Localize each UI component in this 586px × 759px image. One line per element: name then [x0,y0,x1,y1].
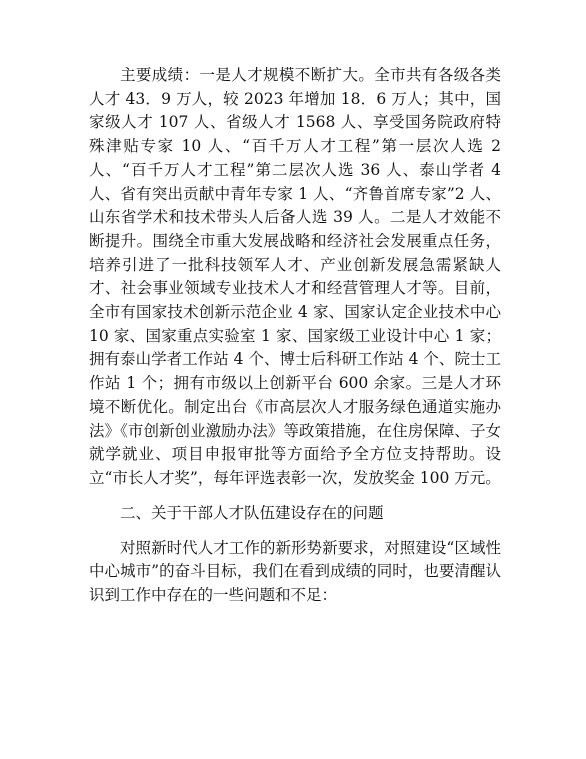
paragraph-problems-intro: 对照新时代人才工作的新形势新要求，对照建设“区域性中心城市”的奋斗目标，我们在看到成绩的同时，也要清醒认识到工作中存在的一些问题和不足： [89,538,501,605]
document-body [89,64,501,608]
section-heading-problems: 二、关于干部人才队伍建设存在的问题 [120,503,384,522]
paragraph-achievements: 主要成绩：一是人才规模不断扩大。全市共有各级各类人才 43．9 万人，较 2023 年增加 18．6 万人；其中，国家级人才 107 人、省级人才 1568 人、享受国务院政府特殊津贴专家 10 人、“百千万人才工程”第一层次人选 2 人、“百千万人才工程”第二层次人选 36 人、泰山学者 4 人、省有突出贡献中青年专家 1 人、“齐鲁首席专家”2 人、山东省学术和技术带头人后备人选 39 人。二是人才效能不断提升。围绕全市重大发展战略和经济社会发展重点任务，培养引进了一批科技领军人才、产业创新发展急需紧缺人才、社会事业领域专业技术人才和经营管理人才等。目前，全市有国家技术创新示范企业 4 家、国家认定企业技术中心 10 家、国家重点实验室 1 家、国家级工业设计中心 1 家；拥有泰山学者工作站 4 个、博士后科研工作站 4 个、院士工作站 1 个；拥有市级以上创新平台 600 余家。三是人才环境不断优化。制定出台《市高层次人才服务绿色通道实施办法》《市创新创业激励办法》等政策措施，在住房保障、子女就学就业、项目申报审批等方面给予全方位支持帮助。设立“市长人才奖”，每年评选表彰一次，发放奖金 100 万元。 [89,66,501,487]
